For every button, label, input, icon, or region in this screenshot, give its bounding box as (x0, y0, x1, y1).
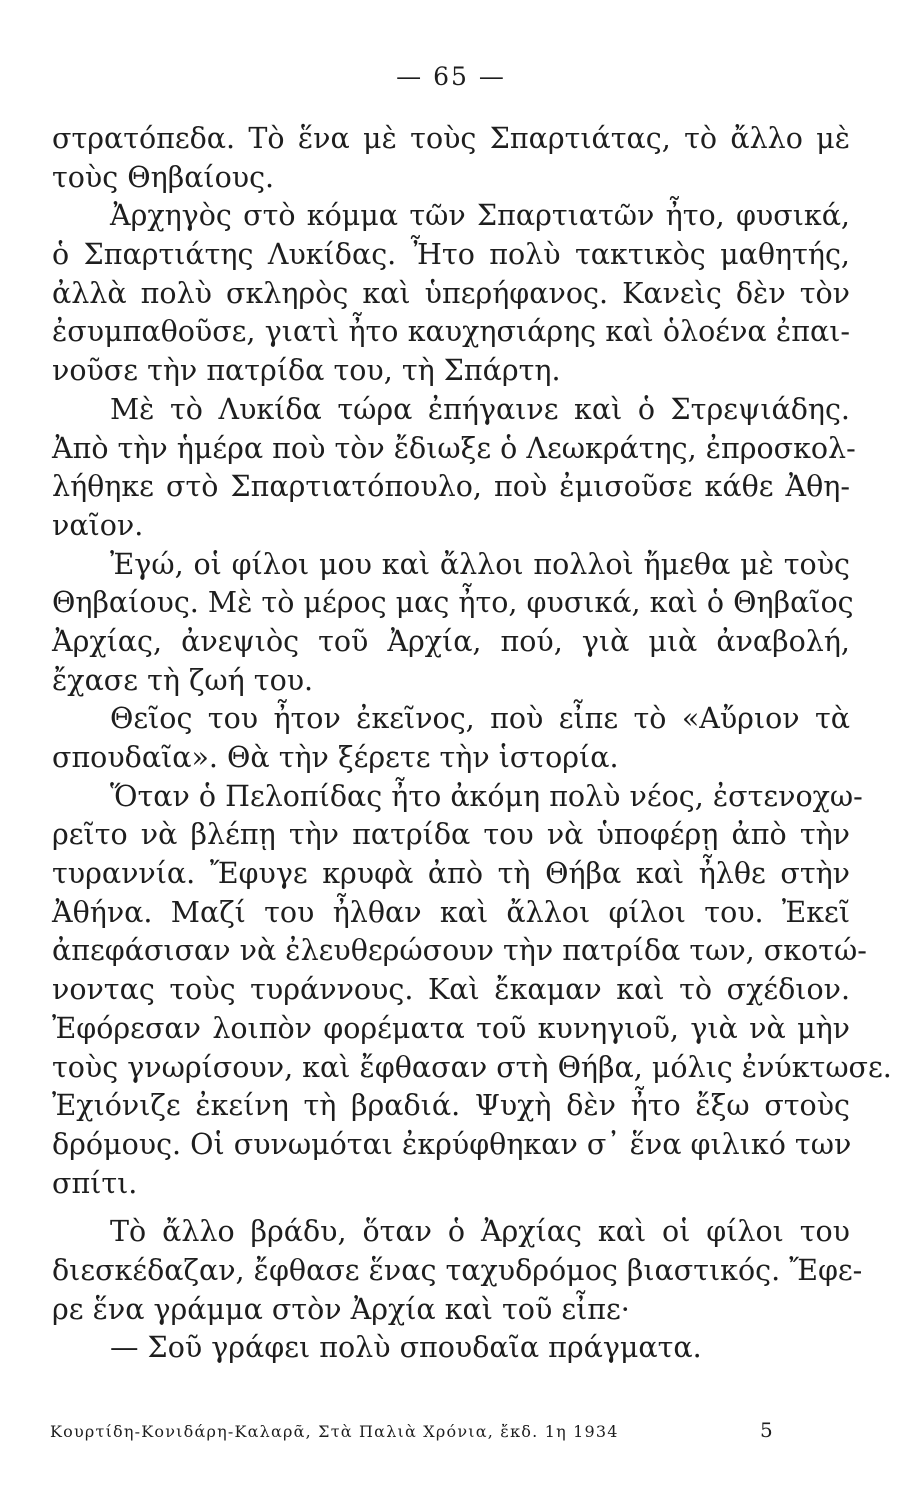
text-line: Ἐφόρεσαν λοιπὸν φορέματα τοῦ κυνηγιοῦ, γιὰ νὰ μὴν (52, 1011, 850, 1045)
text-line: Ἀπὸ τὴν ἡμέρα ποὺ τὸν ἔδιωξε ὁ Λεωκράτης, ἐπροσκολ- (52, 431, 856, 465)
text-line: νοντας τοὺς τυράννους. Καὶ ἔκαμαν καὶ τὸ σχέδιον. (52, 973, 850, 1007)
text-line: Θηβαίους. Μὲ τὸ μέρος μας ἦτο, φυσικά, καὶ ὁ Θηβαῖος (52, 586, 854, 620)
text-line: δρόμους. Οἱ συνωμόται ἐκρύφθηκαν σ᾽ ἕνα φιλικό των (52, 1127, 852, 1161)
text-line: Ὅταν ὁ Πελοπίδας ἦτο ἀκόμη πολὺ νέος, ἐστενοχω- (110, 779, 863, 813)
text-line: τοὺς Θηβαίους. (52, 160, 275, 194)
text-line: ναῖον. (52, 508, 144, 542)
text-line: ρε ἕνα γράμμα στὸν Ἀρχία καὶ τοῦ εἶπε· (52, 1292, 630, 1326)
text-line: ὁ Σπαρτιάτης Λυκίδας. Ἦτο πολὺ τακτικὸς μαθητής, (52, 238, 850, 272)
text-line: ἔχασε τὴ ζωή του. (52, 663, 314, 697)
text-line: λήθηκε στὸ Σπαρτιατόπουλο, ποὺ ἐμισοῦσε κάθε Ἀθη- (52, 470, 850, 504)
text-line: Ἐγώ, οἱ φίλοι μου καὶ ἄλλοι πολλοὶ ἤμεθα μὲ τοὺς (110, 547, 850, 581)
text-line: σπίτι. (52, 1166, 138, 1200)
text-line: Ἐχιόνιζε ἐκείνη τὴ βραδιά. Ψυχὴ δὲν ἦτο ἔξω στοὺς (52, 1089, 850, 1123)
text-line: ἀλλὰ πολὺ σκληρὸς καὶ ὑπερήφανος. Κανεὶς δὲν τὸν (52, 276, 850, 310)
text-line: ρεῖτο νὰ βλέπῃ τὴν πατρίδα του νὰ ὑποφέρῃ ἀπὸ τὴν (52, 818, 850, 852)
text-line: τυραννία. Ἔφυγε κρυφὰ ἀπὸ τὴ Θήβα καὶ ἦλθε στὴν (52, 857, 850, 891)
footer-imprint: Κουρτίδη-Κονιδάρη-Καλαρᾶ, Στὰ Παλιὰ Χρόνια, ἔκδ. 1η 1934 (50, 1422, 619, 1441)
text-line: σπουδαῖα». Θὰ τὴν ξέρετε τὴν ἱστορία. (52, 741, 619, 774)
body-text (52, 120, 892, 1368)
text-line: — Σοῦ γράφει πολὺ σπουδαῖα πράγματα. (110, 1331, 702, 1365)
text-line: Θεῖος του ἦτον ἐκεῖνος, ποὺ εἶπε τὸ «Αὔριον τὰ (110, 702, 850, 736)
text-line: Τὸ ἄλλο βράδυ, ὅταν ὁ Ἀρχίας καὶ οἱ φίλοι του (110, 1215, 850, 1249)
signature-mark: 5 (760, 1418, 773, 1442)
text-line: Ἀρχηγὸς στὸ κόμμα τῶν Σπαρτιατῶν ἦτο, φυσικά, (110, 199, 850, 233)
text-line: τοὺς γνωρίσουν, καὶ ἔφθασαν στὴ Θήβα, μόλις ἐνύκτωσε. (52, 1050, 892, 1084)
text-line: Ἀθήνα. Μαζί του ἦλθαν καὶ ἄλλοι φίλοι του. Ἐκεῖ (52, 895, 850, 929)
text-line: στρατόπεδα. Τὸ ἕνα μὲ τοὺς Σπαρτιάτας, τὸ ἄλλο μὲ (52, 122, 850, 155)
text-line: νοῦσε τὴν πατρίδα του, τὴ Σπάρτη. (52, 354, 561, 388)
page-number: — 65 — (396, 62, 506, 91)
text-line: Ἀρχίας, ἀνεψιὸς τοῦ Ἀρχία, πού, γιὰ μιὰ ἀναβολή, (52, 624, 850, 658)
text-line: διεσκέδαζαν, ἔφθασε ἕνας ταχυδρόμος βιαστικός. Ἔφε- (52, 1253, 863, 1287)
text-line: ἐσυμπαθοῦσε, γιατὶ ἦτο καυχησιάρης καὶ ὁλοένα ἐπαι- (52, 315, 850, 349)
text-line: Μὲ τὸ Λυκίδα τώρα ἐπήγαινε καὶ ὁ Στρεψιάδης. (110, 392, 850, 426)
text-line: ἀπεφάσισαν νὰ ἐλευθερώσουν τὴν πατρίδα των, σκοτώ- (52, 934, 867, 968)
